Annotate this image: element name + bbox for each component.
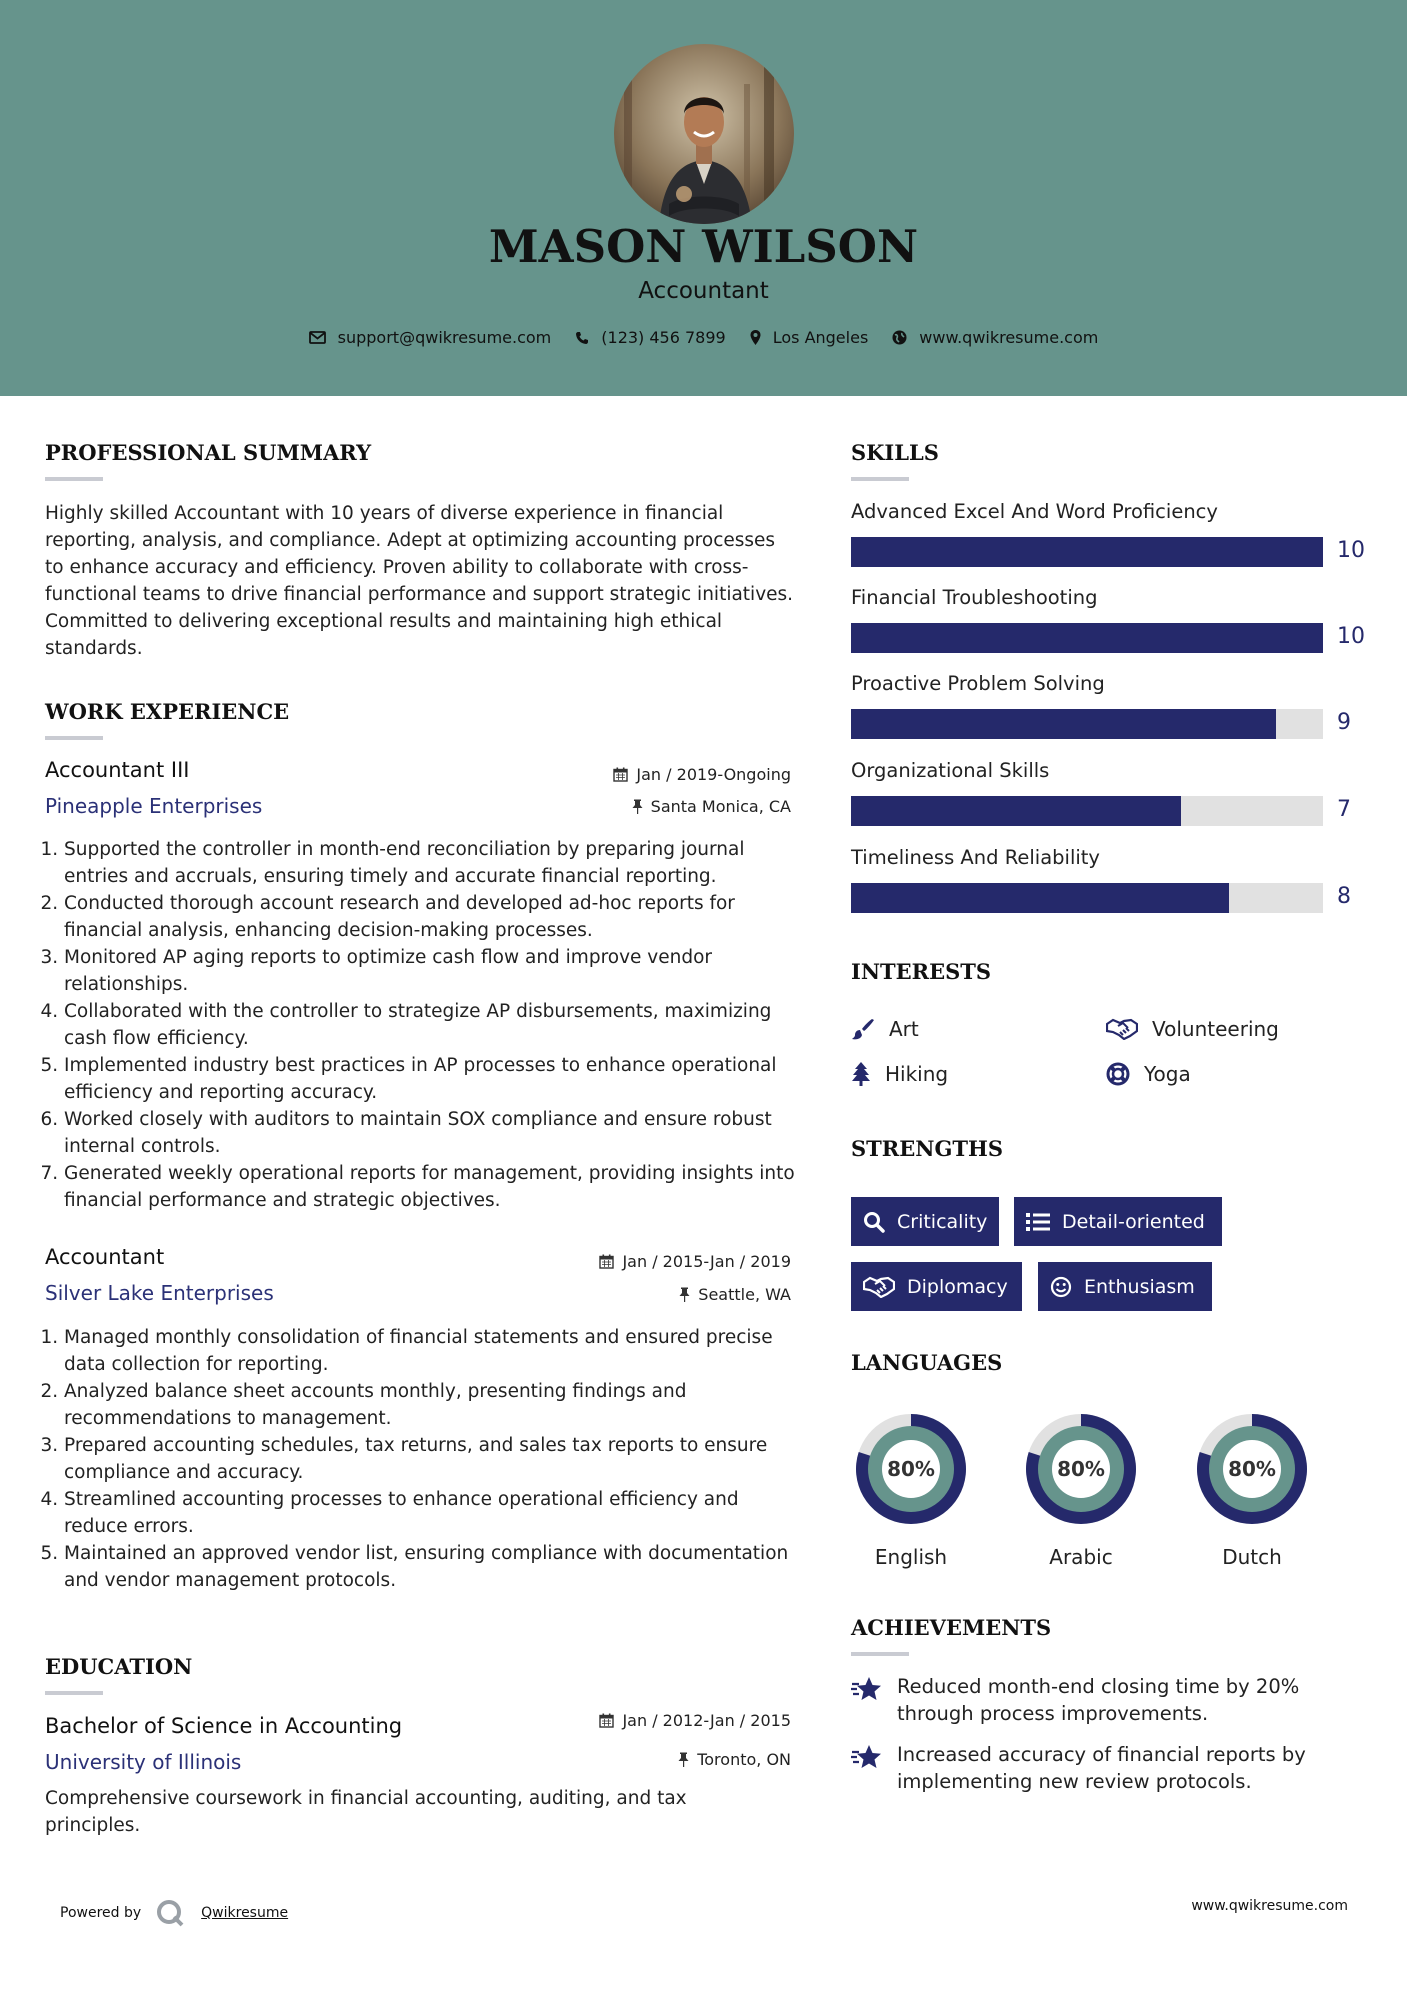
star-icon: [851, 1675, 883, 1703]
pushpin-icon: [678, 1752, 689, 1767]
interest-item: [851, 1017, 919, 1041]
list-item: 4. Collaborated with the controller to strategize AP disbursements, maximizing cash flow efficiency.: [64, 998, 800, 1052]
job-title: Accountant III: [45, 758, 190, 782]
skills-heading: SKILLS: [851, 440, 939, 465]
map-marker-icon: [750, 330, 761, 345]
education-rule: [45, 1691, 103, 1695]
contact-email[interactable]: [309, 328, 552, 347]
candidate-title: Accountant: [638, 278, 769, 304]
contact-email-text: support@qwikresume.com: [337, 328, 552, 347]
strengths-heading: STRENGTHS: [851, 1136, 1004, 1161]
powered-by-label: Powered by: [60, 1905, 142, 1921]
job-location: [500, 797, 791, 816]
skill-bar-fill: [851, 709, 1276, 739]
list-item: 2. Conducted thorough account research and developed ad-hoc reports for financial analysis, enhancing decision-making processes.: [64, 890, 800, 944]
achievement-item: [851, 1673, 1371, 1727]
star-icon: [851, 1743, 883, 1771]
handshake-icon: [1106, 1018, 1138, 1040]
education-dates-text: Jan / 2012-Jan / 2015: [622, 1711, 791, 1730]
contact-bar: [0, 328, 1407, 347]
strength-tag: [1014, 1197, 1222, 1246]
language-name: English: [874, 1545, 948, 1569]
skill-bar-fill: [851, 537, 1323, 567]
list-item: 7. Generated weekly operational reports for management, providing insights into financial performance and strategic objectives.: [64, 1160, 800, 1214]
paintbrush-icon: [851, 1017, 875, 1041]
education-school: University of Illinois: [45, 1750, 242, 1774]
search-icon: [863, 1211, 885, 1233]
skill-bar-fill: [851, 623, 1323, 653]
achievements-rule: [851, 1652, 909, 1656]
skill-bar-fill: [851, 883, 1229, 913]
footer-powered-by: [60, 1898, 288, 1928]
interest-label: Hiking: [885, 1062, 949, 1086]
job-duties: [45, 836, 800, 1214]
education-dates: [500, 1711, 791, 1730]
skill-name: Proactive Problem Solving: [851, 672, 1105, 695]
language-name: Dutch: [1222, 1545, 1282, 1569]
strength-label: Diplomacy: [907, 1275, 1008, 1298]
skill-value: 10: [1337, 624, 1365, 649]
pushpin-icon: [632, 799, 643, 814]
list-item: 6. Worked closely with auditors to maintain SOX compliance and ensure robust internal controls.: [64, 1106, 800, 1160]
achievement-text: Reduced month-end closing time by 20% through process improvements.: [897, 1675, 1300, 1725]
strength-label: Detail-oriented: [1062, 1210, 1205, 1233]
summary-text: Highly skilled Accountant with 10 years of diverse experience in financial reporting, analysis, and compliance. Adept at optimizing accounting processes to enhance accuracy and efficiency. Proven ability to collaborate with cross-functional teams to drive financial performance and support strategic initiatives. Committed to delivering exceptional results and maintaining high ethical standards.: [45, 503, 794, 659]
achievement-text: Increased accuracy of financial reports by implementing new review protocols.: [897, 1743, 1306, 1793]
summary-heading: PROFESSIONAL SUMMARY: [45, 440, 372, 465]
education-heading: EDUCATION: [45, 1654, 193, 1679]
footer-website[interactable]: www.qwikresume.com: [1191, 1898, 1348, 1914]
interest-label: Yoga: [1144, 1062, 1191, 1086]
interest-item: [851, 1062, 948, 1086]
job-dates: [500, 1252, 791, 1271]
job-location-text: Santa Monica, CA: [650, 797, 791, 816]
qwikresume-link[interactable]: Qwikresume: [201, 1905, 289, 1921]
education-degree: Bachelor of Science in Accounting: [45, 1714, 403, 1738]
smile-icon: [1050, 1276, 1072, 1298]
job-title: Accountant: [45, 1245, 165, 1269]
contact-website-text: www.qwikresume.com: [919, 328, 1099, 347]
education-description: Comprehensive coursework in financial accounting, auditing, and tax principles.: [45, 1788, 687, 1836]
skills-rule: [851, 477, 909, 481]
achievement-item: [851, 1741, 1371, 1795]
job-company: Pineapple Enterprises: [45, 794, 263, 818]
experience-rule: [45, 736, 103, 740]
contact-location: [750, 328, 869, 347]
skill-value: 9: [1337, 710, 1351, 735]
job-duties: [45, 1324, 800, 1594]
skill-name: Timeliness And Reliability: [851, 846, 1100, 869]
list-item: 1. Supported the controller in month-end reconciliation by preparing journal entries and accruals, ensuring timely and accurate financial reporting.: [64, 836, 800, 890]
list-item: 5. Maintained an approved vendor list, ensuring compliance with documentation and vendor management protocols.: [64, 1540, 800, 1594]
languages-heading: LANGUAGES: [851, 1350, 1003, 1375]
language-ring: [1018, 1406, 1144, 1532]
skill-bar: [851, 883, 1323, 913]
profile-photo: [614, 44, 794, 224]
language-percent: 80%: [1057, 1457, 1105, 1481]
candidate-name: MASON WILSON: [488, 220, 919, 273]
contact-location-text: Los Angeles: [772, 328, 869, 347]
contact-website[interactable]: [892, 328, 1098, 347]
strength-tag: [1038, 1262, 1212, 1311]
skill-bar: [851, 796, 1323, 826]
interest-item: [1106, 1062, 1191, 1086]
job-location-text: Seattle, WA: [698, 1285, 791, 1304]
skill-bar: [851, 709, 1323, 739]
job-company: Silver Lake Enterprises: [45, 1281, 274, 1305]
list-item: 3. Monitored AP aging reports to optimize cash flow and improve vendor relationships.: [64, 944, 800, 998]
contact-phone[interactable]: [575, 328, 725, 347]
job-dates-text: Jan / 2015-Jan / 2019: [622, 1252, 791, 1271]
strength-label: Enthusiasm: [1084, 1275, 1195, 1298]
strength-tag: [851, 1262, 1022, 1311]
list-item: 5. Implemented industry best practices in AP processes to enhance operational efficiency and reporting accuracy.: [64, 1052, 800, 1106]
job-dates-text: Jan / 2019-Ongoing: [636, 765, 791, 784]
skill-value: 7: [1337, 797, 1351, 822]
qwikresume-logo-icon: [155, 1898, 187, 1928]
language-percent: 80%: [1228, 1457, 1276, 1481]
pushpin-icon: [679, 1287, 690, 1302]
list-item: 1. Managed monthly consolidation of financial statements and ensured precise data collection for reporting.: [64, 1324, 800, 1378]
list-item: 3. Prepared accounting schedules, tax returns, and sales tax reports to ensure compliance and accuracy.: [64, 1432, 800, 1486]
skill-name: Organizational Skills: [851, 759, 1050, 782]
job-dates: [500, 765, 791, 784]
tree-icon: [851, 1062, 871, 1086]
interests-heading: INTERESTS: [851, 959, 992, 984]
list-icon: [1026, 1212, 1050, 1232]
list-item: 4. Streamlined accounting processes to enhance operational efficiency and reduce errors.: [64, 1486, 800, 1540]
strength-tag: [851, 1197, 999, 1246]
experience-heading: WORK EXPERIENCE: [45, 699, 290, 724]
handshake-icon: [863, 1276, 895, 1298]
skill-value: 10: [1337, 538, 1365, 563]
skill-bar: [851, 623, 1323, 653]
calendar-icon: [599, 1254, 614, 1269]
skill-name: Financial Troubleshooting: [851, 586, 1098, 609]
interest-label: Art: [889, 1017, 919, 1041]
summary-rule: [45, 477, 103, 481]
globe-icon: [892, 330, 907, 345]
job-location: [500, 1285, 791, 1304]
language-ring: [1189, 1406, 1315, 1532]
language-percent: 80%: [887, 1457, 935, 1481]
contact-phone-text: (123) 456 7899: [601, 328, 726, 347]
calendar-icon: [599, 1713, 614, 1728]
phone-icon: [575, 331, 589, 345]
interest-item: [1106, 1017, 1279, 1041]
language-ring: [848, 1406, 974, 1532]
language-name: Arabic: [1049, 1545, 1113, 1569]
education-location: [500, 1750, 791, 1769]
skill-name: Advanced Excel And Word Proficiency: [851, 500, 1218, 523]
education-location-text: Toronto, ON: [697, 1750, 791, 1769]
skill-bar: [851, 537, 1323, 567]
strength-label: Criticality: [897, 1210, 988, 1233]
achievements-heading: ACHIEVEMENTS: [851, 1615, 1052, 1640]
envelope-icon: [309, 331, 326, 344]
skill-value: 8: [1337, 884, 1351, 909]
list-item: 2. Analyzed balance sheet accounts monthly, presenting findings and recommendations to management.: [64, 1378, 800, 1432]
calendar-icon: [613, 767, 628, 782]
skill-bar-fill: [851, 796, 1181, 826]
life-ring-icon: [1106, 1062, 1130, 1086]
interest-label: Volunteering: [1152, 1017, 1279, 1041]
